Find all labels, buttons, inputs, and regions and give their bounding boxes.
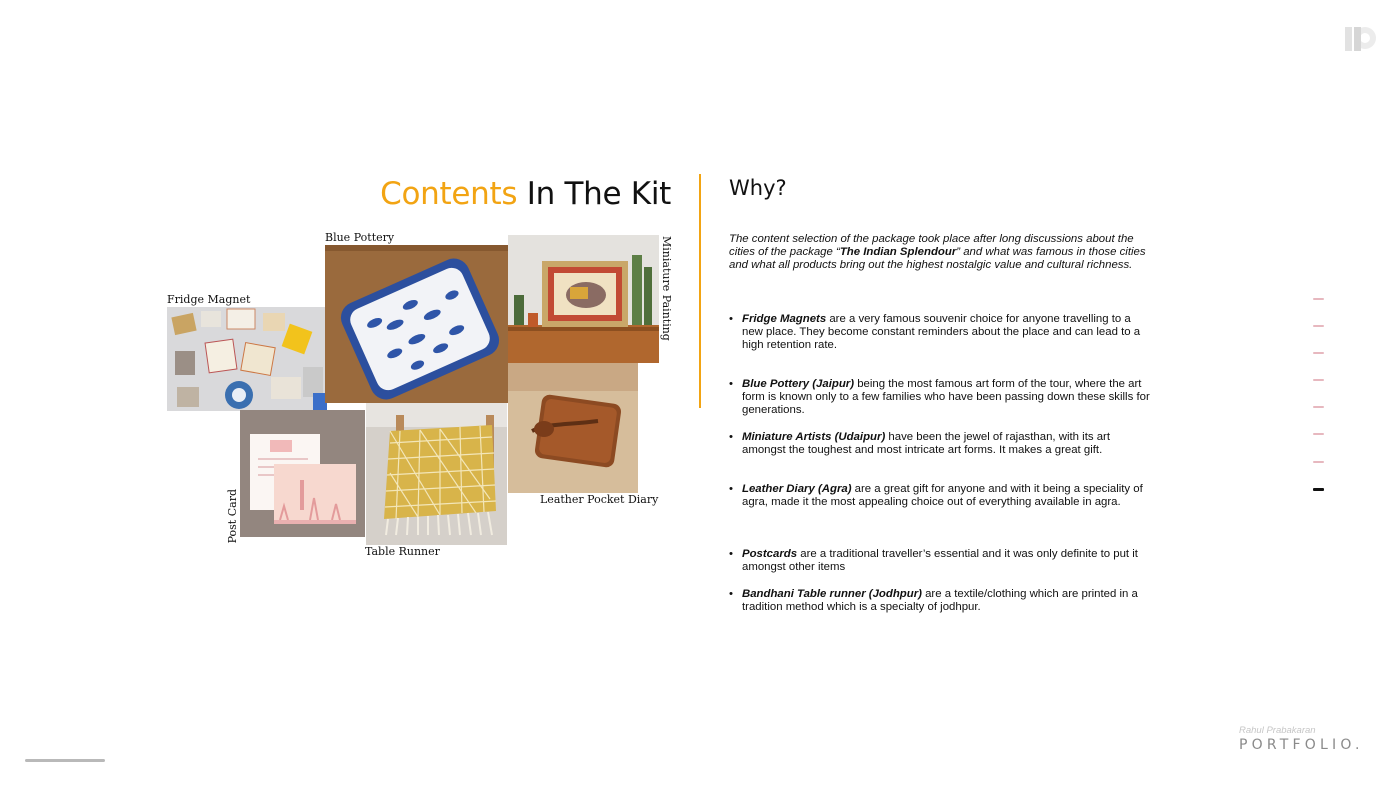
footer-brand: PORTFOLIO. — [1239, 737, 1364, 753]
post-card-photo — [240, 410, 365, 537]
why-heading: Why? — [729, 176, 787, 200]
list-item — [729, 588, 1154, 614]
nav-dash-1[interactable] — [1313, 298, 1324, 300]
nav-dash-5[interactable] — [1313, 406, 1324, 408]
bullet-dot: • — [729, 378, 733, 390]
item-name: Blue Pottery (Jaipur) — [742, 378, 855, 390]
intro-text-end: ” and what was famous in those cities and what all products bring out the highest nostalgic value and cultural richness. — [729, 246, 1146, 272]
item-text: are a very famous souvenir choice for anyone travelling to a new place. They become constant reminders about the place and can lead to a high retention rate. — [742, 313, 1141, 352]
item-name: Postcards — [742, 548, 798, 560]
list-item — [729, 313, 1154, 353]
item-text: are a traditional traveller’s essential and it was only definite to put it amongst other items — [742, 548, 1138, 574]
item-name: Leather Diary (Agra) — [742, 483, 852, 495]
nav-dash-7[interactable] — [1313, 461, 1324, 463]
fridge-magnet-label: Fridge Magnet — [167, 293, 251, 306]
nav-dash-2[interactable] — [1313, 325, 1324, 327]
miniature-painting-label: Miniature Painting — [660, 236, 673, 341]
portfolio-logo-icon — [1343, 24, 1377, 54]
fridge-magnet-photo — [167, 307, 327, 411]
intro-paragraph — [729, 233, 1154, 273]
item-name: Bandhani Table runner (Jodhpur) — [742, 588, 922, 600]
bullet-dot: • — [729, 548, 733, 560]
blue-pottery-label: Blue Pottery — [325, 231, 395, 244]
item-text: have been the jewel of rajasthan, with its art amongst the toughest and most intricate art forms. It makes a great gift. — [742, 431, 1111, 457]
list-item — [729, 483, 1154, 509]
nav-dash-3[interactable] — [1313, 352, 1324, 354]
post-card-label: Post Card — [226, 489, 239, 544]
list-item — [729, 431, 1154, 457]
list-item — [729, 548, 1154, 574]
item-text: are a textile/clothing which are printed in a tradition method which is a specialty of jodhpur. — [742, 588, 1138, 614]
leather-diary-photo — [508, 363, 638, 493]
progress-bar[interactable] — [25, 759, 105, 762]
bullet-dot: • — [729, 588, 733, 600]
list-item — [729, 378, 1154, 418]
footer-author: Rahul Prabakaran — [1239, 725, 1316, 736]
package-name: The Indian Splendour — [839, 246, 957, 259]
bullet-dot: • — [729, 431, 733, 443]
nav-dash-6[interactable] — [1313, 433, 1324, 435]
title-rest: In The Kit — [526, 176, 671, 212]
page-title — [330, 176, 671, 212]
intro-text-start: The content selection of the package took place after long discussions about the cities of the package “ — [729, 233, 1134, 259]
item-name: Fridge Magnets — [742, 313, 827, 325]
miniature-painting-photo — [508, 235, 659, 363]
bullet-dot: • — [729, 483, 733, 495]
nav-dash-4[interactable] — [1313, 379, 1324, 381]
leather-diary-label: Leather Pocket Diary — [540, 493, 659, 506]
item-name: Miniature Artists (Udaipur) — [742, 431, 886, 443]
item-text: are a great gift for anyone and with it being a speciality of agra, made it the most appealing choice out of everything available in agra. — [742, 483, 1143, 509]
section-divider — [699, 174, 701, 408]
item-text: being the most famous art form of the tour, where the art form is known only to a few families who have been passing down these skills for generations. — [742, 378, 1150, 417]
table-runner-photo — [366, 403, 507, 545]
table-runner-label: Table Runner — [365, 545, 440, 558]
blue-pottery-photo — [325, 245, 508, 403]
bullet-dot: • — [729, 313, 733, 325]
nav-dash-active[interactable] — [1313, 488, 1324, 491]
title-accent: Contents — [380, 176, 518, 212]
